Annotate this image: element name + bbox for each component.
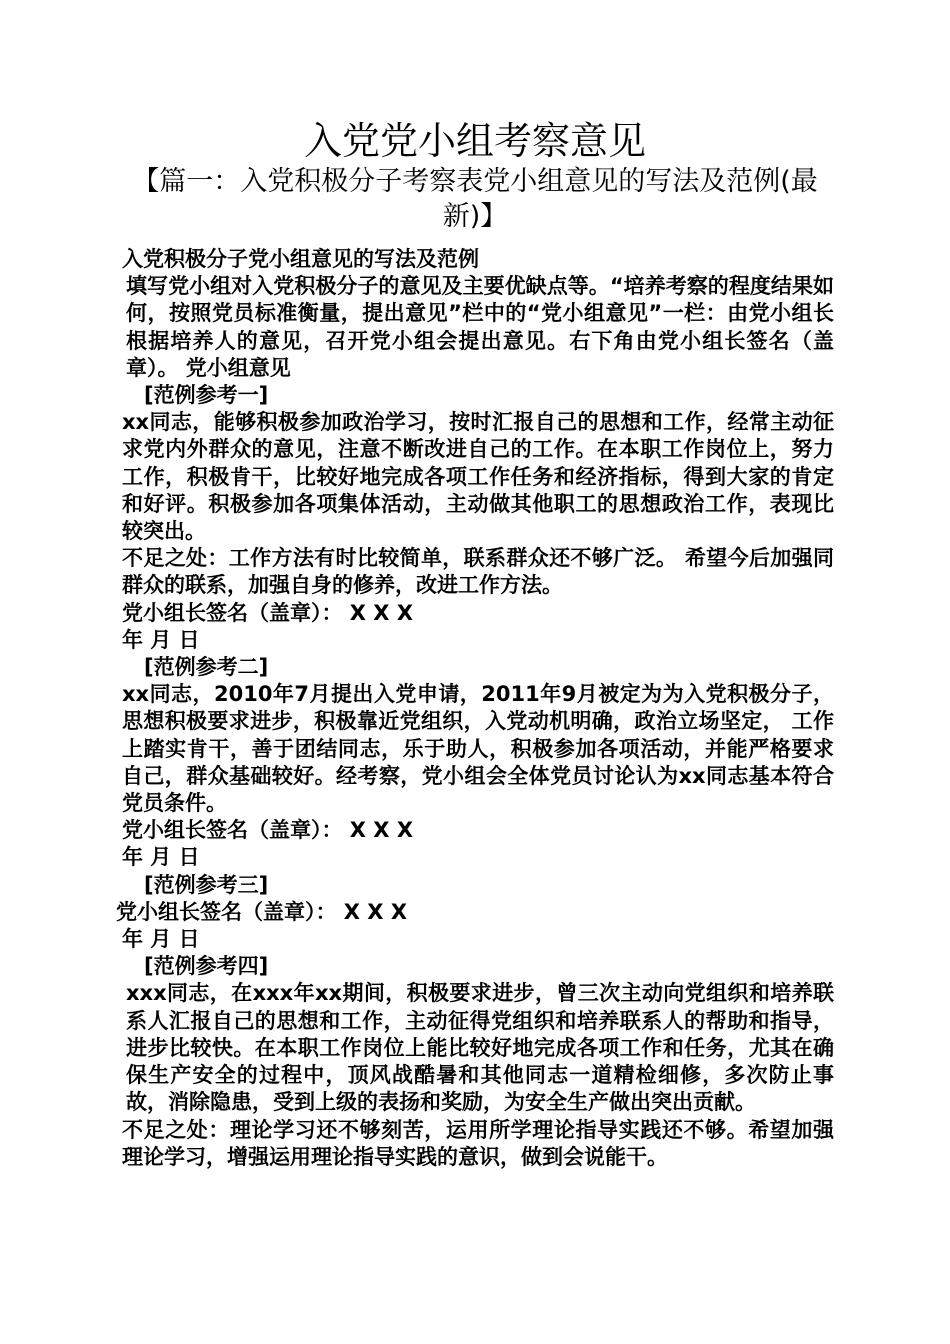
- document-body: [116, 246, 834, 1171]
- example-4-label: [范例参考四]: [144, 954, 269, 979]
- page-subtitle: 【篇一：入党积极分子考察表党小组意见的写法及范例(最新)】: [132, 166, 818, 232]
- example-3-date: 年 月 日: [122, 927, 200, 952]
- page-title: 入党党小组考察意见: [303, 119, 646, 163]
- example-3-label: [范例参考三]: [144, 872, 269, 897]
- example-2-text: xx同志，2010年7月提出入党申请，2011年9月被定为为入党积极分子，思想积极要求进步，积极靠近党组织，入党动机明确，政治立场坚定， 工作上踏实肯干，善于团结同志，乐于助人，积极参加各项活动，并能严格要求自己，群众基础较好。经考察，党小组会全体党员讨论认为xx同志基本符合党员条件。: [122, 682, 834, 816]
- section-heading: 入党积极分子党小组意见的写法及范例: [122, 247, 479, 271]
- example-2-signature: 党小组长签名（盖章）： X X X: [122, 818, 414, 843]
- example-2-date: 年 月 日: [122, 845, 200, 870]
- example-1-label: [范例参考一]: [144, 383, 269, 408]
- example-1-date: 年 月 日: [122, 627, 200, 652]
- example-2-label: [范例参考二]: [144, 655, 269, 680]
- example-1-text: xx同志，能够积极参加政治学习，按时汇报自己的思想和工作，经常主动征求党内外群众的意见，注意不断改进自己的工作。在本职工作岗位上，努力工作，积极肯干，比较好地完成各项工作任务和经济指标，得到大家的肯定和好评。积极参加各项集体活动，主动做其他职工的思想政治工作，表现比较突出。: [122, 410, 834, 544]
- example-3-signature: 党小组长签名（盖章）： X X X: [116, 899, 408, 924]
- example-4-text: xxx同志，在xxx年xx期间，积极要求进步，曾三次主动向党组织和培养联系人汇报自己的思想和工作，主动征得党组织和培养联系人的帮助和指导，进步比较快。在本职工作岗位上能比较好地完成各项工作和任务，尤其在确保生产安全的过程中，顶风战酷暑和其他同志一道精检细修，多次防止事故，消除隐患，受到上级的表扬和奖励，为安全生产做出突出贡献。: [126, 981, 834, 1115]
- example-4-shortcoming: 不足之处：理论学习还不够刻苦，运用所学理论指导实践还不够。希望加强理论学习，增强运用理论指导实践的意识，做到会说能干。: [122, 1117, 834, 1169]
- example-1-signature: 党小组长签名（盖章）： X X X: [122, 600, 414, 625]
- example-1-shortcoming: 不足之处：工作方法有时比较简单，联系群众还不够广泛。 希望今后加强同群众的联系，加强自身的修养，改进工作方法。: [122, 546, 834, 598]
- intro-paragraph: 填写党小组对入党积极分子的意见及主要优缺点等。“培养考察的程度结果如何，按照党员标准衡量，提出意见”栏中的“党小组意见”一栏：由党小组长根据培养人的意见，召开党小组会提出意见。右下角由党小组长签名（盖章）。 党小组意见: [126, 274, 834, 380]
